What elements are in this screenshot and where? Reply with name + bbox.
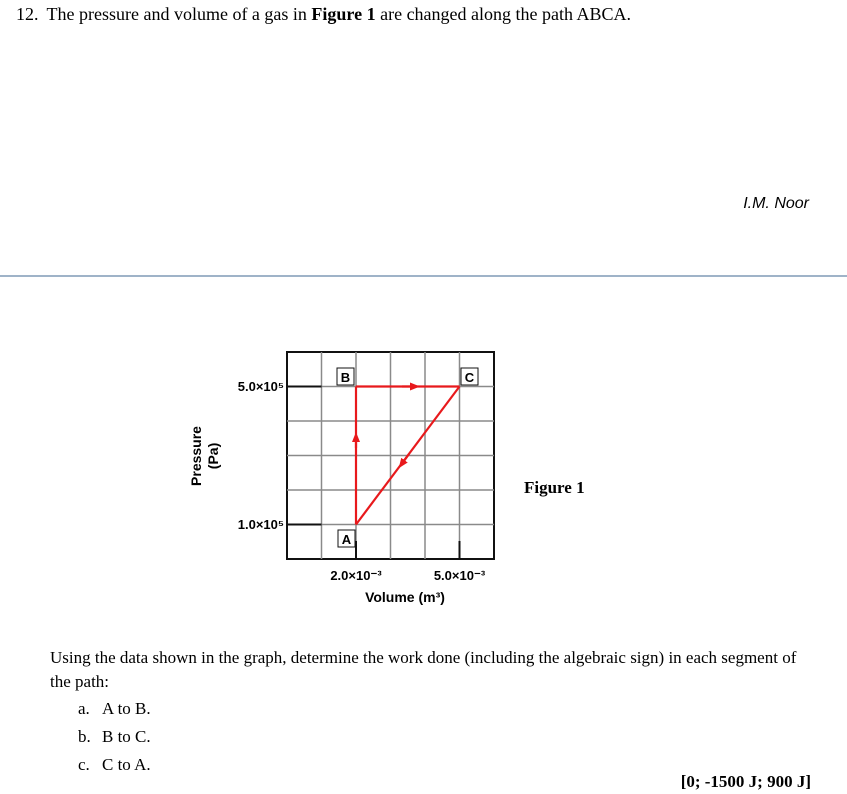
question-text-end: are changed along the path ABCA. [375, 4, 632, 24]
point-a-label: A [341, 532, 352, 547]
y-axis-label-line2: (Pa) [205, 442, 221, 470]
page-divider [0, 275, 847, 277]
figure-reference: Figure 1 [311, 4, 376, 24]
list-item-text: C to A. [102, 755, 151, 774]
x-tick-label-left: 2.0×10⁻³ [330, 568, 382, 583]
y-tick-label-upper: 5.0×10⁵ [237, 379, 284, 394]
x-axis-label: Volume (m³) [365, 589, 445, 605]
point-b-label: B [340, 370, 351, 385]
list-item [78, 723, 151, 751]
list-item [78, 695, 151, 723]
pv-diagram [0, 300, 847, 630]
point-c-label: C [464, 370, 475, 385]
list-item [78, 751, 151, 779]
figure-caption: Figure 1 [524, 478, 585, 497]
list-item-text: B to C. [102, 727, 151, 746]
question-text [16, 4, 631, 25]
y-axis-label-line1: Pressure [188, 426, 204, 486]
answer-key: [0; -1500 J; 900 J] [680, 772, 811, 791]
prompt-text: Using the data shown in the graph, determine the work done (including the algebraic sign) in each segment of the path: [50, 648, 797, 691]
question-text-start: The pressure and volume of a gas in [46, 4, 312, 24]
y-tick-label-lower: 1.0×10⁵ [237, 517, 284, 532]
author-name: I.M. Noor [743, 195, 809, 212]
list-marker: c. [78, 755, 90, 774]
list-marker: a. [78, 699, 90, 718]
list-marker: b. [78, 727, 91, 746]
sub-question-list [78, 695, 151, 779]
list-item-text: A to B. [102, 699, 151, 718]
question-number: 12. [16, 4, 39, 24]
x-tick-label-right: 5.0×10⁻³ [433, 568, 486, 583]
